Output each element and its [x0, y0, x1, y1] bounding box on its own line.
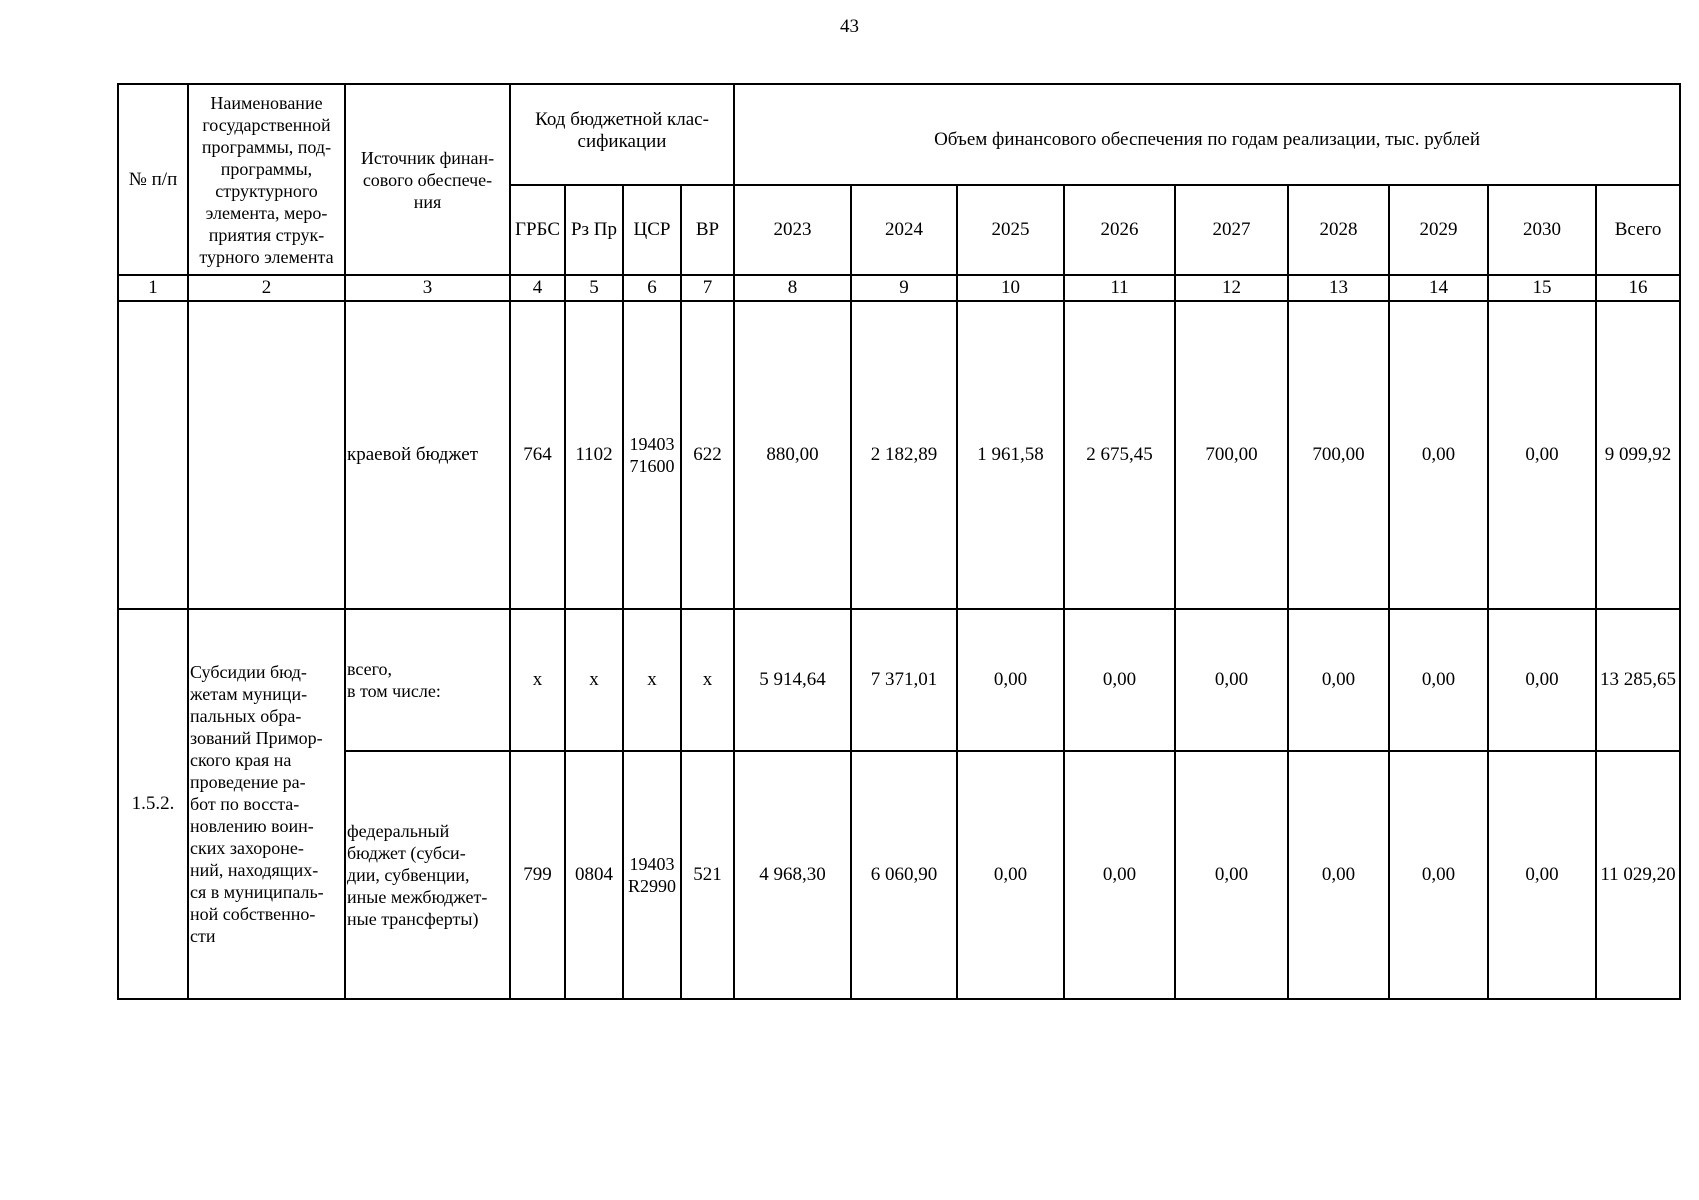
row-value-2028: 0,00	[1288, 609, 1389, 751]
header-budget-code-group: Код бюджетной клас- сификации	[510, 84, 734, 185]
row-csr: 19403 R2990	[623, 751, 681, 999]
row-num: 1.5.2.	[118, 609, 188, 999]
row-source: краевой бюджет	[345, 301, 510, 609]
row-grbs: 799	[510, 751, 565, 999]
row-value-2023: 880,00	[734, 301, 851, 609]
row-name: Субсидии бюд- жетам муници- пальных обра- зований Примор- ского края на проведение ра- бот по восста- новлению воин- ских захороне- ний, находящих- ся в муниципаль- ной собственно- сти	[188, 609, 345, 999]
index-cell: 1	[118, 275, 188, 301]
row-value-2026: 0,00	[1064, 609, 1175, 751]
row-value-2023: 5 914,64	[734, 609, 851, 751]
index-cell: 3	[345, 275, 510, 301]
index-cell: 8	[734, 275, 851, 301]
header-num: № п/п	[118, 84, 188, 275]
row-value-2027: 0,00	[1175, 609, 1288, 751]
row-value-2029: 0,00	[1389, 301, 1488, 609]
header-year-2023: 2023	[734, 185, 851, 275]
row-grbs: x	[510, 609, 565, 751]
row-value-2024: 6 060,90	[851, 751, 957, 999]
index-cell: 9	[851, 275, 957, 301]
header-row-1	[118, 84, 1680, 185]
row-value-2028: 700,00	[1288, 301, 1389, 609]
index-cell: 7	[681, 275, 734, 301]
row-value-2025: 0,00	[957, 751, 1064, 999]
header-year-2028: 2028	[1288, 185, 1389, 275]
index-cell: 4	[510, 275, 565, 301]
index-cell: 14	[1389, 275, 1488, 301]
index-cell: 5	[565, 275, 623, 301]
header-year-2025: 2025	[957, 185, 1064, 275]
row-vr: x	[681, 609, 734, 751]
header-grbs: ГРБС	[510, 185, 565, 275]
index-cell: 11	[1064, 275, 1175, 301]
index-row	[118, 275, 1680, 301]
index-cell: 2	[188, 275, 345, 301]
row-source: всего, в том числе:	[345, 609, 510, 751]
table-row	[118, 751, 1680, 999]
row-rzpr: 0804	[565, 751, 623, 999]
row-name	[188, 301, 345, 609]
row-value-2027: 700,00	[1175, 301, 1288, 609]
index-cell: 6	[623, 275, 681, 301]
row-value-2028: 0,00	[1288, 751, 1389, 999]
header-rzpr: Рз Пр	[565, 185, 623, 275]
header-year-2029: 2029	[1389, 185, 1488, 275]
header-name: Наименование государственной программы, под- программы, структурного элемента, меро- приятия струк- турного элемента	[188, 84, 345, 275]
header-vr: ВР	[681, 185, 734, 275]
header-year-2024: 2024	[851, 185, 957, 275]
row-grbs: 764	[510, 301, 565, 609]
row-source: федеральный бюджет (субси- дии, субвенции, иные межбюджет- ные трансферты)	[345, 751, 510, 999]
row-value-2030: 0,00	[1488, 301, 1596, 609]
header-volume-group: Объем финансового обеспечения по годам реализации, тыс. рублей	[734, 84, 1680, 185]
row-value-2027: 0,00	[1175, 751, 1288, 999]
index-cell: 15	[1488, 275, 1596, 301]
row-value-2023: 4 968,30	[734, 751, 851, 999]
row-value-2025: 0,00	[957, 609, 1064, 751]
row-value-2029: 0,00	[1389, 609, 1488, 751]
row-rzpr: 1102	[565, 301, 623, 609]
row-value-2025: 1 961,58	[957, 301, 1064, 609]
row-value-2030: 0,00	[1488, 609, 1596, 751]
row-value-2029: 0,00	[1389, 751, 1488, 999]
row-value-2024: 2 182,89	[851, 301, 957, 609]
table-row	[118, 301, 1680, 609]
index-cell: 13	[1288, 275, 1389, 301]
row-rzpr: x	[565, 609, 623, 751]
row-value-2026: 2 675,45	[1064, 301, 1175, 609]
row-value-2030: 0,00	[1488, 751, 1596, 999]
page-number: 43	[840, 16, 859, 37]
budget-table	[117, 83, 1681, 1000]
row-value-2026: 0,00	[1064, 751, 1175, 999]
header-csr: ЦСР	[623, 185, 681, 275]
row-vr: 521	[681, 751, 734, 999]
header-source: Источник финан- сового обеспече- ния	[345, 84, 510, 275]
row-value-2024: 7 371,01	[851, 609, 957, 751]
header-year-2030: 2030	[1488, 185, 1596, 275]
index-cell: 10	[957, 275, 1064, 301]
row-num	[118, 301, 188, 609]
row-csr: x	[623, 609, 681, 751]
table-row	[118, 609, 1680, 751]
index-cell: 12	[1175, 275, 1288, 301]
index-cell: 16	[1596, 275, 1680, 301]
header-year-2026: 2026	[1064, 185, 1175, 275]
header-year-2027: 2027	[1175, 185, 1288, 275]
row-value-total: 13 285,65	[1596, 609, 1680, 751]
header-total: Всего	[1596, 185, 1680, 275]
row-value-total: 9 099,92	[1596, 301, 1680, 609]
row-csr: 19403 71600	[623, 301, 681, 609]
row-vr: 622	[681, 301, 734, 609]
row-value-total: 11 029,20	[1596, 751, 1680, 999]
